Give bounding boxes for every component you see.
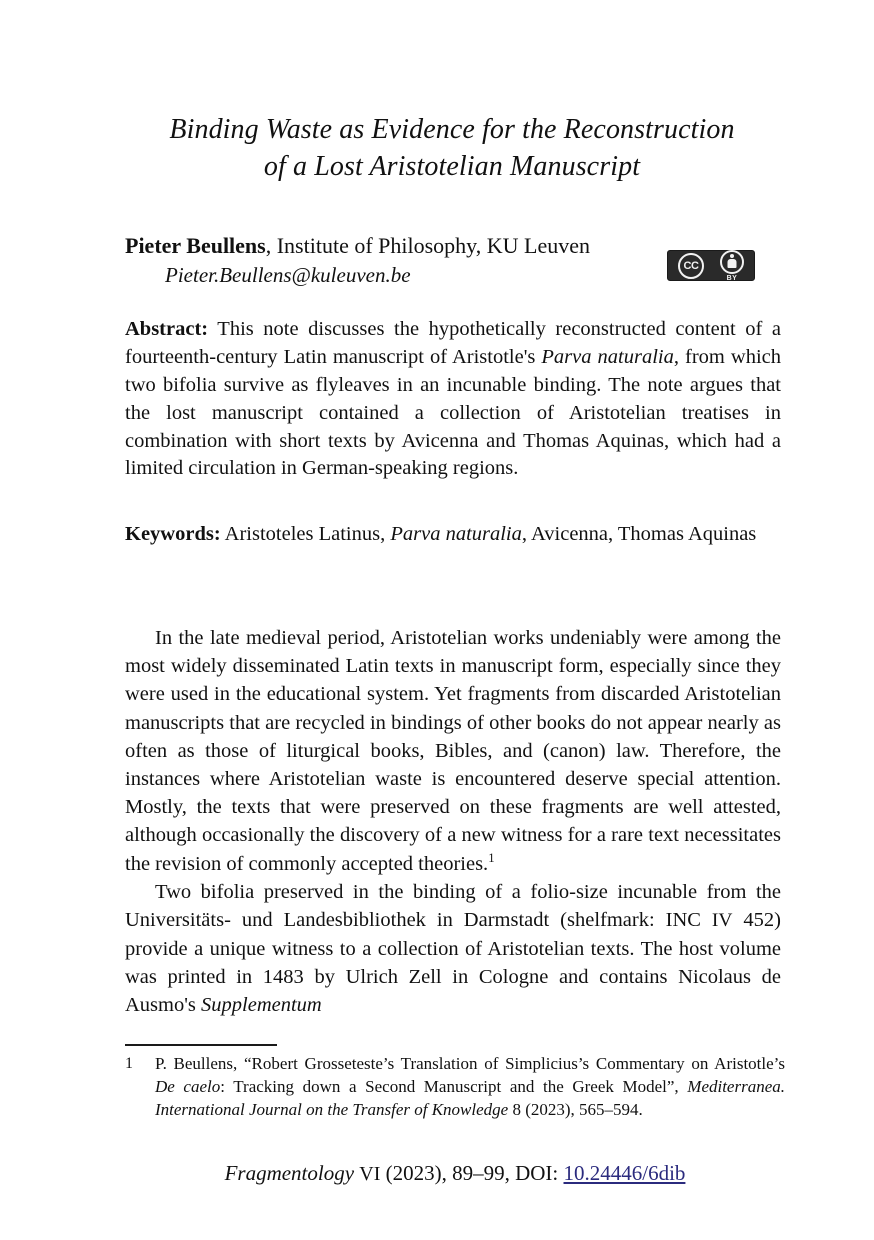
footnote-number: 1 <box>125 1055 133 1072</box>
footnote-italic-title-1: De caelo <box>155 1076 221 1096</box>
keywords-paragraph <box>125 521 781 549</box>
page-title <box>125 112 779 186</box>
shelfmark-roman-numeral: IV <box>711 909 733 931</box>
by-logo-icon <box>712 250 752 282</box>
doi-link[interactable]: 10.24446/6dib <box>563 1161 686 1185</box>
footnote-block <box>125 1044 785 1121</box>
body-text <box>125 624 781 1019</box>
author-affiliation: , Institute of Philosophy, KU Leuven <box>265 233 590 258</box>
journal-citation: (2023), 89–99, DOI: <box>380 1161 564 1185</box>
author-name: Pieter Beullens <box>125 233 266 258</box>
body-paragraph-2-italic-title: Supplementum <box>201 994 322 1017</box>
journal-volume: VI <box>359 1163 381 1185</box>
abstract-block <box>125 316 781 483</box>
page-footer <box>125 1160 785 1188</box>
footnote-text-part-1: P. Beullens, “Robert Grosseteste’s Translation of Simplicius’s Commentary on Aristotle’s <box>155 1054 785 1073</box>
keywords-italic-title-1: Parva naturalia <box>390 523 522 545</box>
abstract-italic-title-1: Parva naturalia <box>541 345 674 368</box>
cc-circle-icon: CC <box>678 253 704 279</box>
keywords-block <box>125 521 781 549</box>
body-paragraph-1-text: In the late medieval period, Aristotelian works undeniably were among the most widely disseminated Latin texts in manuscript form, especially since they were used in the educational system. Yet fragments from discarded Aristotelian manuscripts that are recycled in bindings of other books do not appear nearly as often as those of liturgical books, Bibles, and (canon) law. Therefore, the instances where Aristotelian waste is encountered deserve special attention. Mostly, the texts that were preserved on these fragments are well attested, although occasionally the discovery of a new witness for a rare text necessitates the revision of commonly accepted theories. <box>125 627 781 875</box>
footnote-item-1 <box>125 1053 785 1121</box>
title-line-1: Binding Waste as Evidence for the Reconstruction <box>169 114 735 145</box>
footnote-text-part-3: 8 (2023), 565–594. <box>508 1099 643 1119</box>
journal-name: Fragmentology <box>224 1161 355 1185</box>
body-paragraph-2-part-2: 452) provide a unique witness to a collection of Aristotelian texts. The host volume was printed in 1483 by Ulrich Zell in Cologne and contains Nicolaus de Ausmo's <box>125 908 782 1017</box>
body-paragraph-2 <box>125 878 781 1020</box>
title-line-2: of a Lost Aristotelian Manuscript <box>263 150 641 182</box>
keywords-text-part-2: , Avicenna, Thomas Aquinas <box>521 523 757 545</box>
keywords-text-part-1: Aristoteles Latinus, <box>220 523 391 545</box>
abstract-label: Abstract: <box>125 318 209 340</box>
body-paragraph-1 <box>125 624 781 878</box>
author-email[interactable]: Pieter.Beullens@kuleuven.be <box>165 263 411 288</box>
body-paragraph-2-part-1: Two bifolia preserved in the binding of a folio-size incunable from the Universitäts- und Landesbibliothek in Darmstadt (shelfmark: INC <box>125 880 781 931</box>
cc-logo-icon <box>670 253 712 279</box>
footnote-reference-1[interactable]: 1 <box>488 850 495 865</box>
cc-by-license-badge[interactable] <box>667 250 755 281</box>
by-label: BY <box>726 274 738 282</box>
abstract-text-part-1: This note discusses the hypothetically reconstructed content of a fourteenth-century Latin manuscript of Aristotle's <box>125 318 781 368</box>
footnote-text <box>155 1053 785 1121</box>
person-icon <box>720 250 744 274</box>
footnote-text-part-2: : Tracking down a Second Manuscript and the Greek Model”, <box>220 1076 688 1096</box>
footnote-separator-rule <box>125 1044 277 1046</box>
abstract-text-part-2: , from which two bifolia survive as flyleaves in an incunable binding. The note argues that the lost manuscript contained a collection of Aristotelian treatises in combination with short texts by Avicenna and Thomas Aquinas, which had a limited circulation in German-speaking regions. <box>125 345 781 480</box>
footnote-italic-journal: Mediterranea. International Journal on the Transfer of Knowledge <box>155 1076 786 1119</box>
abstract-paragraph <box>125 316 781 483</box>
keywords-label: Keywords: <box>125 523 221 545</box>
